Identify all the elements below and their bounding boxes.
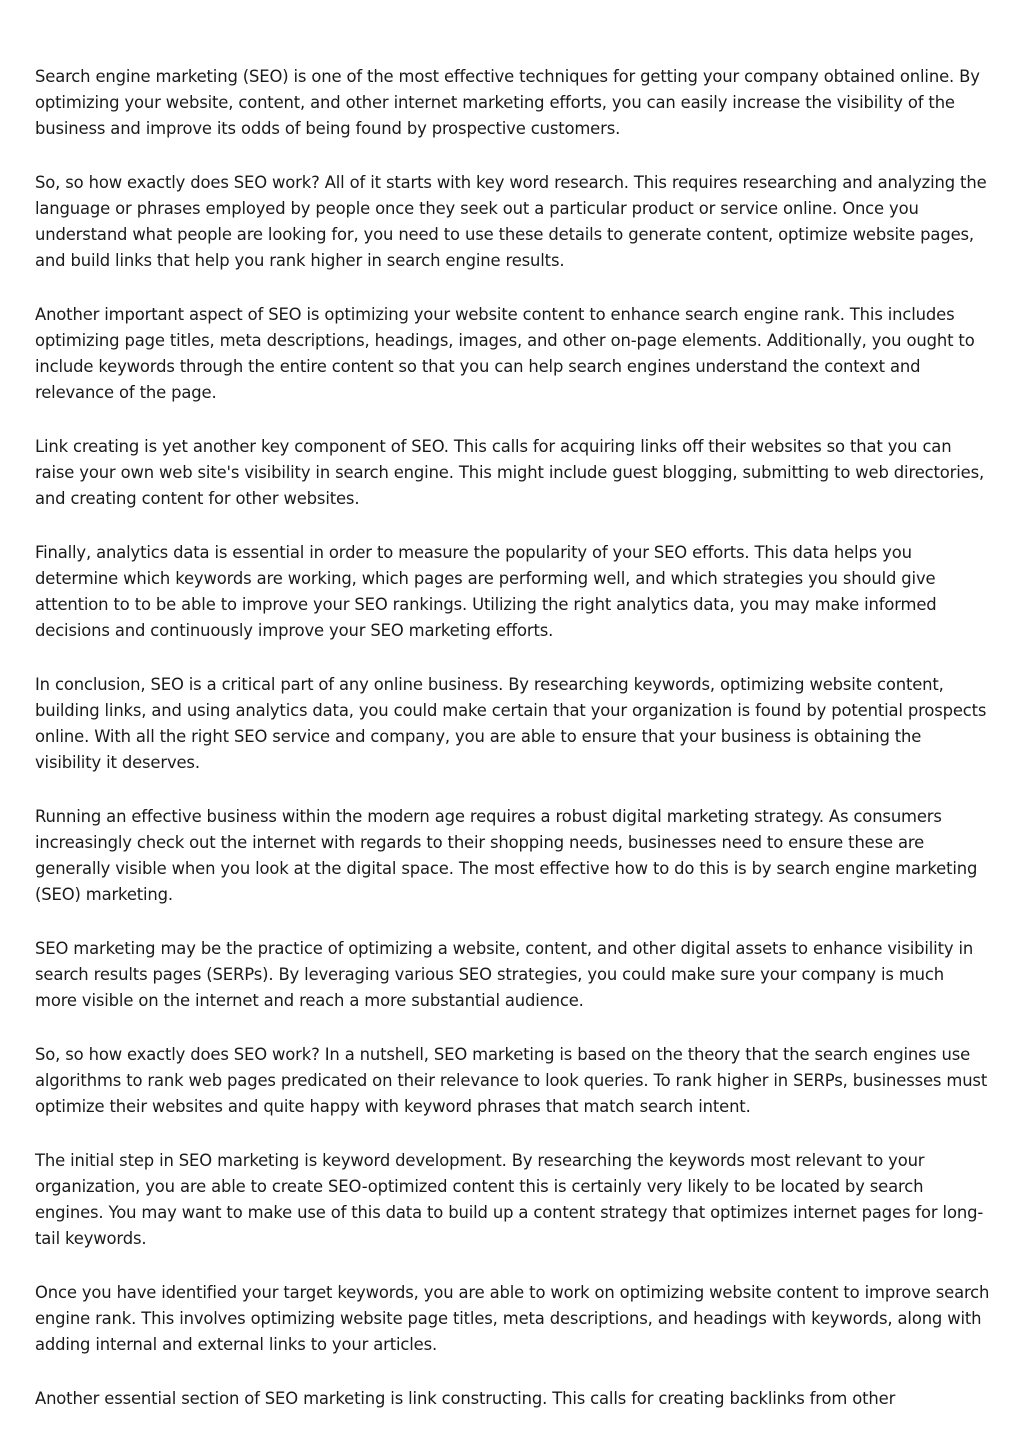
paragraph-1: Search engine marketing (SEO) is one of the most effective techniques for getting your company obtained online. By optimizing your website, content, and other internet marketing efforts, you can easily increase the visibility of the business and improve its odds of being found by prospective customers. (35, 67, 980, 138)
paragraph-3: Another important aspect of SEO is optimizing your website content to enhance search engine rank. This includes optimizing page titles, meta descriptions, headings, images, and other on-page elements. Additionally, you ought to include keywords through the entire content so that you can help search engines understand the context and relevance of the page. (35, 305, 975, 402)
paragraph-8: SEO marketing may be the practice of optimizing a website, content, and other digital assets to enhance visibility in search results pages (SERPs). By leveraging various SEO strategies, you could make sure your company is much more visible on the internet and reach a more substantial audience. (35, 939, 974, 1010)
paragraph-10: The initial step in SEO marketing is keyword development. By researching the keywords most relevant to your organization, you are able to create SEO-optimized content this is certainly very likely to be located by search engines. You may want to make use of this data to build up a content strategy that optimizes internet pages for long-tail keywords. (35, 1151, 984, 1248)
document-body (35, 64, 990, 1440)
paragraph-7: Running an effective business within the modern age requires a robust digital marketing strategy. As consumers increasingly check out the internet with regards to their shopping needs, businesses need to ensure these are generally visible when you look at the digital space. The most effective how to do this is by search engine marketing (SEO) marketing. (35, 807, 978, 904)
paragraph-11: Once you have identified your target keywords, you are able to work on optimizing website content to improve search engine rank. This involves optimizing website page titles, meta descriptions, and headings with keywords, along with adding internal and external links to your articles. (35, 1283, 990, 1354)
paragraph-12: Another essential section of SEO marketing is link constructing. This calls for creating backlinks from other (35, 1389, 896, 1408)
paragraph-4: Link creating is yet another key component of SEO. This calls for acquiring links off their websites so that you can raise your own web site's visibility in search engine. This might include guest blogging, submitting to web directories, and creating content for other websites. (35, 437, 985, 508)
paragraph-6: In conclusion, SEO is a critical part of any online business. By researching keywords, optimizing website content, building links, and using analytics data, you could make certain that your organization is found by potential prospects online. With all the right SEO service and company, you are able to ensure that your business is obtaining the visibility it deserves. (35, 675, 987, 772)
paragraph-5: Finally, analytics data is essential in order to measure the popularity of your SEO efforts. This data helps you determine which keywords are working, which pages are performing well, and which strategies you should give attention to to be able to improve your SEO rankings. Utilizing the right analytics data, you may make informed decisions and continuously improve your SEO marketing efforts. (35, 543, 937, 640)
paragraph-9: So, so how exactly does SEO work? In a nutshell, SEO marketing is based on the theory that the search engines use algorithms to rank web pages predicated on their relevance to look queries. To rank higher in SERPs, businesses must optimize their websites and quite happy with keyword phrases that match search intent. (35, 1045, 988, 1116)
paragraph-2: So, so how exactly does SEO work? All of it starts with key word research. This requires researching and analyzing the language or phrases employed by people once they seek out a particular product or service online. Once you understand what people are looking for, you need to use these details to generate content, optimize website pages, and build links that help you rank higher in search engine results. (35, 173, 987, 270)
